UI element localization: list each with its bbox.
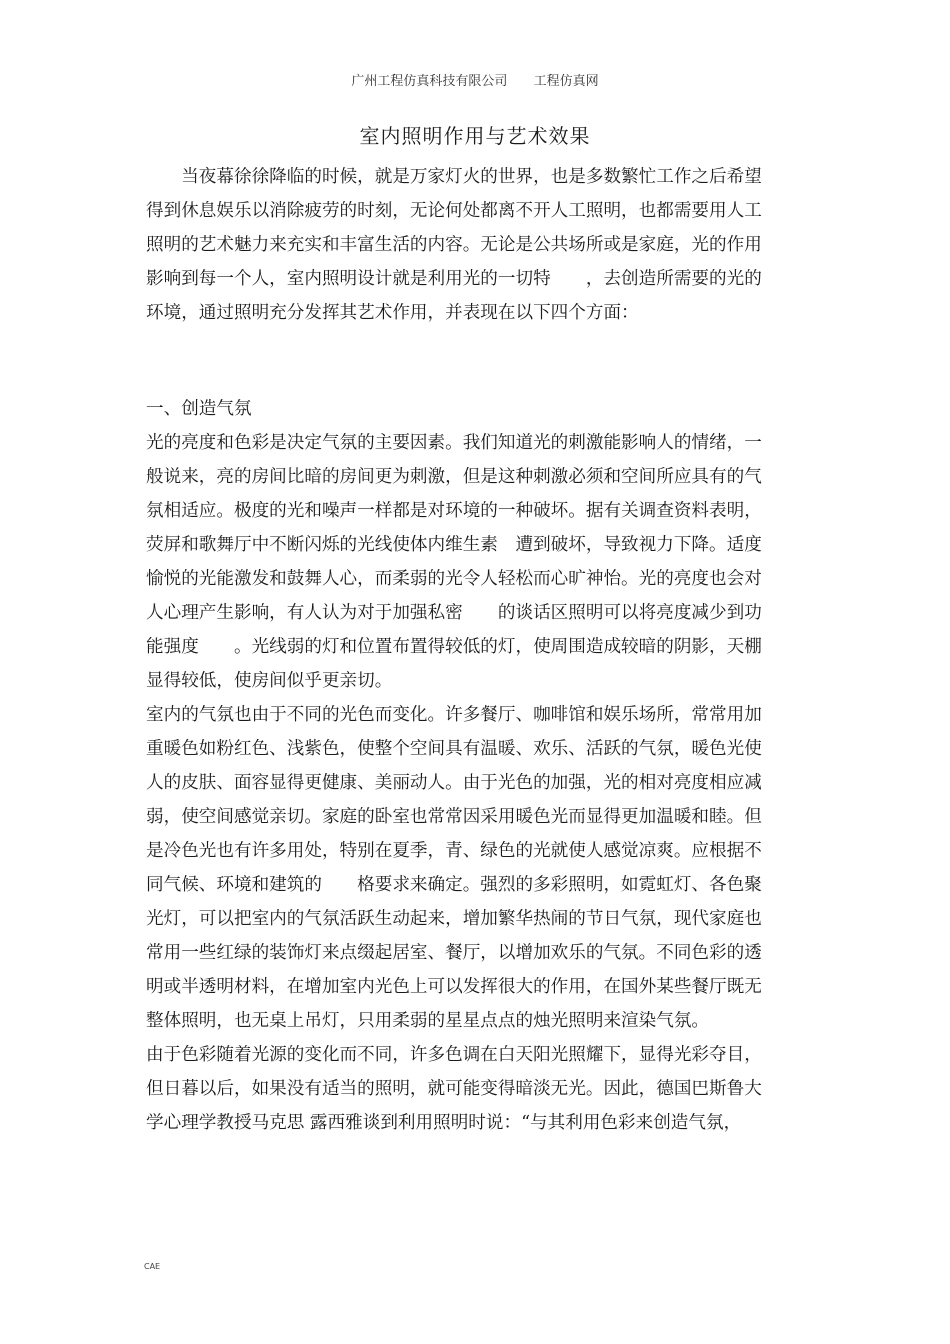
body-line: 愉悦的光能激发和鼓舞人心，而柔弱的光令人轻松而心旷神怡。光的亮度也会对 (146, 569, 762, 589)
header-company: 广州工程仿真科技有限公司 (351, 74, 508, 89)
paragraph-gap (146, 330, 808, 392)
body-line: 般说来，亮的房间比暗的房间更为刺激，但是这种刺激必须和空间所应具有的气 (146, 467, 762, 487)
body-line: 是冷色光也有许多用处，特别在夏季，青、绿色的光就使人感觉凉爽。应根据不 (146, 841, 762, 861)
body-line: 同气候、环境和建筑的 格要求来确定。强烈的多彩照明，如霓虹灯、各色聚 (146, 875, 762, 895)
body-line: 能强度 。光线弱的灯和位置布置得较低的灯，使周围造成较暗的阴影，天棚 (146, 637, 762, 657)
page-footer: CAE (144, 1262, 161, 1271)
body-line: 室内的气氛也由于不同的光色而变化。许多餐厅、咖啡馆和娱乐场所，常常用加 (146, 705, 762, 725)
intro-line: 当夜幕徐徐降临的时候，就是万家灯火的世界，也是多数繁忙工作之后希望 (146, 167, 762, 187)
section-heading: 一、创造气氛 (146, 399, 252, 419)
document-title: 室内照明作用与艺术效果 (359, 124, 591, 148)
body-line: 但日暮以后，如果没有适当的照明，就可能变得暗淡无光。因此，德国巴斯鲁大 (146, 1079, 762, 1099)
intro-line: 环境，通过照明充分发挥其艺术作用，并表现在以下四个方面： (146, 303, 639, 323)
body-line: 常用一些红绿的装饰灯来点缀起居室、餐厅，以增加欢乐的气氛。不同色彩的透 (146, 943, 762, 963)
body-line: 重暖色如粉红色、浅紫色，使整个空间具有温暖、欢乐、活跃的气氛，暖色光使 (146, 739, 762, 759)
body-line: 由于色彩随着光源的变化而不同，许多色调在白天阳光照耀下，显得光彩夺目， (146, 1045, 762, 1065)
body-line: 明或半透明材料，在增加室内光色上可以发挥很大的作用，在国外某些餐厅既无 (146, 977, 762, 997)
header-site: 工程仿真网 (533, 74, 599, 89)
document-body (146, 160, 808, 1140)
page-header (0, 70, 950, 89)
body-line: 人心理产生影响，有人认为对于加强私密 的谈话区照明可以将亮度减少到功 (146, 603, 762, 623)
body-line: 显得较低，使房间似乎更亲切。 (146, 671, 393, 691)
body-line: 光的亮度和色彩是决定气氛的主要因素。我们知道光的刺激能影响人的情绪，一 (146, 433, 762, 453)
body-line: 整体照明，也无桌上吊灯，只用柔弱的星星点点的烛光照明来渲染气氛。 (146, 1011, 710, 1031)
body-line: 荧屏和歌舞厅中不断闪烁的光线使体内维生素 遭到破坏，导致视力下降。适度 (146, 535, 762, 555)
body-line: 氛相适应。极度的光和噪声一样都是对环境的一种破坏。据有关调查资料表明， (146, 501, 762, 521)
intro-line: 得到休息娱乐以消除疲劳的时刻，无论何处都离不开人工照明，也都需要用人工 (146, 201, 762, 221)
intro-line: 影响到每一个人，室内照明设计就是利用光的一切特 ，去创造所需要的光的 (146, 269, 762, 289)
body-line: 弱，使空间感觉亲切。家庭的卧室也常常因采用暖色光而显得更加温暖和睦。但 (146, 807, 762, 827)
body-line: 光灯，可以把室内的气氛活跃生动起来，增加繁华热闹的节日气氛，现代家庭也 (146, 909, 762, 929)
body-line: 学心理学教授马克思 露西雅谈到利用照明时说：“与其利用色彩来创造气氛， (146, 1113, 742, 1133)
intro-line: 照明的艺术魅力来充实和丰富生活的内容。无论是公共场所或是家庭，光的作用 (146, 235, 762, 255)
body-line: 人的皮肤、面容显得更健康、美丽动人。由于光色的加强，光的相对亮度相应减 (146, 773, 762, 793)
